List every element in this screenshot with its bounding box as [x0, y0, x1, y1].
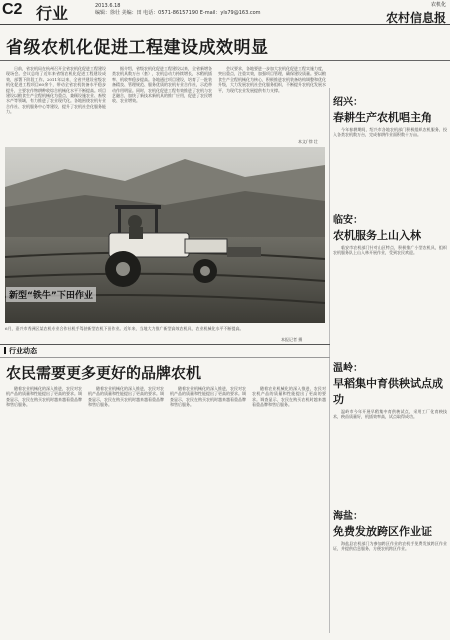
article-column-2: [112, 66, 212, 144]
brief-body: 今年春耕期间，绍兴市各地农机部门积极组织农机服务，投入各类农机数万台，完成春耕作业面积数十万亩。: [333, 127, 447, 138]
article-text: 随着农业机械化的深入推进，农民对农机产品的质量和性能提出了更高的要求。调查显示，农民在购买农机时越来越看重品牌和售后服务。: [252, 386, 326, 408]
brief-item: [333, 93, 447, 211]
article2-column-4: [252, 386, 326, 636]
article-text: 据介绍，省级农机化促进工程建设以来，全省新增各类农机具数万台（套），农机总动力持续增长，水稻机插率、机收率稳步提高。各地通过项目建设，培育了一批装备精良、管理规范、服务优质的农机专业合作社，示范带动作用明显。同时，农机化促进工程有效推进了农机与农艺融合，加快了新技术新机具的推广应用，促进了农民增收、农业增效。: [112, 66, 212, 104]
section-strip: [0, 344, 330, 358]
brief-item: [333, 359, 447, 507]
article-text: 会议要求，各地要进一步加大农机化促进工程实施力度，突出重点，注重实效，加强项目管理，确保建设质量。要以粮食生产全程机械化为核心，积极推进农机装备结构调整和优化升级，大力发展农机社会化服务组织，不断提升农机化发展水平，为现代农业发展提供有力支撑。: [218, 66, 326, 93]
article-text: 随着农业机械化的深入推进，农民对农机产品的质量和性能提出了更高的要求。调查显示，农民在购买农机时越来越看重品牌和售后服务。: [6, 386, 82, 408]
brief-location: 温岭：: [333, 363, 363, 374]
headline-rule: [0, 60, 450, 61]
paper-masthead: [386, 2, 446, 26]
brief-title: 农机服务上山入林: [333, 229, 421, 242]
brief-title: 早稻集中育供秧试点成功: [333, 377, 443, 406]
editor-contact: 编辑：徐壮 美编：田 电话：0571-86157190 E-mail：yls79@163.com: [95, 10, 261, 16]
brief-location: 海盐：: [333, 511, 363, 522]
main-headline: 省级农机化促进工程建设成效明显: [6, 38, 269, 58]
paper-subsection: 农机化: [430, 2, 446, 8]
brief-location: 绍兴：: [333, 97, 363, 108]
brief-body: 海盐县农机部门为参加跨区作业的农机手免费发放跨区作业证，并提供信息服务，方便农机跨区作业。: [333, 541, 447, 552]
article-column-1: [6, 66, 106, 144]
article-text: 日前，省农机局在杭州召开全省农机化促进工程建设现场会。会议总结了近年来省级农机化促进工程建设成效，部署下阶段工作。2011年以来，全省共建设省级农机化促进工程项目60余个，带动全省农机装备水平稳步提升，主要农作物耕种收综合机械化水平不断提高。项目建设以粮食生产全程机械化为重点，兼顾设施农业、畜牧水产等领域，有力推进了农业现代化。各地围绕农机专业合作社、农机服务中心等建设，提升了农机社会化服务能力。: [6, 66, 106, 115]
brief-body: 临安市农机部门针对山区特点，积极推广小型农机具，组织农机服务队上山入林开展作业，受到农民欢迎。: [333, 245, 447, 256]
brief-item: [333, 507, 447, 632]
brief-location: 临安：: [333, 215, 363, 226]
photo-description: 6月，嘉兴市秀洲区某农机专业合作社机手驾驶新型农机下田作业。近年来，当地大力推广新型高效农机具，农业机械化水平不断提高。: [5, 326, 244, 331]
article2-column-2: [88, 386, 164, 636]
paper-name: 农村信息报: [385, 11, 446, 25]
brief-title: 春耕生产农机唱主角: [333, 111, 432, 124]
section-code: C2: [2, 1, 23, 18]
article2-column-1: [6, 386, 82, 636]
photo-caption: 新型“铁牛”下田作业: [6, 287, 96, 302]
article-byline: 本文/ 徐 壮: [298, 139, 318, 144]
photo-credit: 本报记者 摄: [281, 337, 303, 342]
article-text: 随着农业机械化的深入推进，农民对农机产品的质量和性能提出了更高的要求。调查显示，农民在购买农机时越来越看重品牌和售后服务。: [88, 386, 164, 408]
article-column-3: [218, 66, 326, 138]
issue-date: 2013.6.18: [95, 3, 121, 9]
page-header: [0, 0, 450, 25]
article2-column-3: [170, 386, 246, 636]
brief-body: 温岭市今年开展早稻集中育供秧试点，采用工厂化育秧技术，秧苗质量好，机插效率高，试点取得成功。: [333, 409, 447, 420]
section-tag: 行业动态: [4, 346, 37, 356]
header-meta: [95, 3, 261, 17]
second-headline: 农民需要更多更好的品牌农机: [6, 364, 202, 382]
news-brief-sidebar: [333, 93, 447, 632]
brief-item: [333, 211, 447, 359]
section-name: 行业: [36, 4, 69, 23]
column-divider: [329, 88, 330, 633]
brief-title: 免费发放跨区作业证: [333, 525, 432, 538]
article-text: 随着农业机械化的深入推进，农民对农机产品的质量和性能提出了更高的要求。调查显示，农民在购买农机时越来越看重品牌和售后服务。: [170, 386, 246, 408]
